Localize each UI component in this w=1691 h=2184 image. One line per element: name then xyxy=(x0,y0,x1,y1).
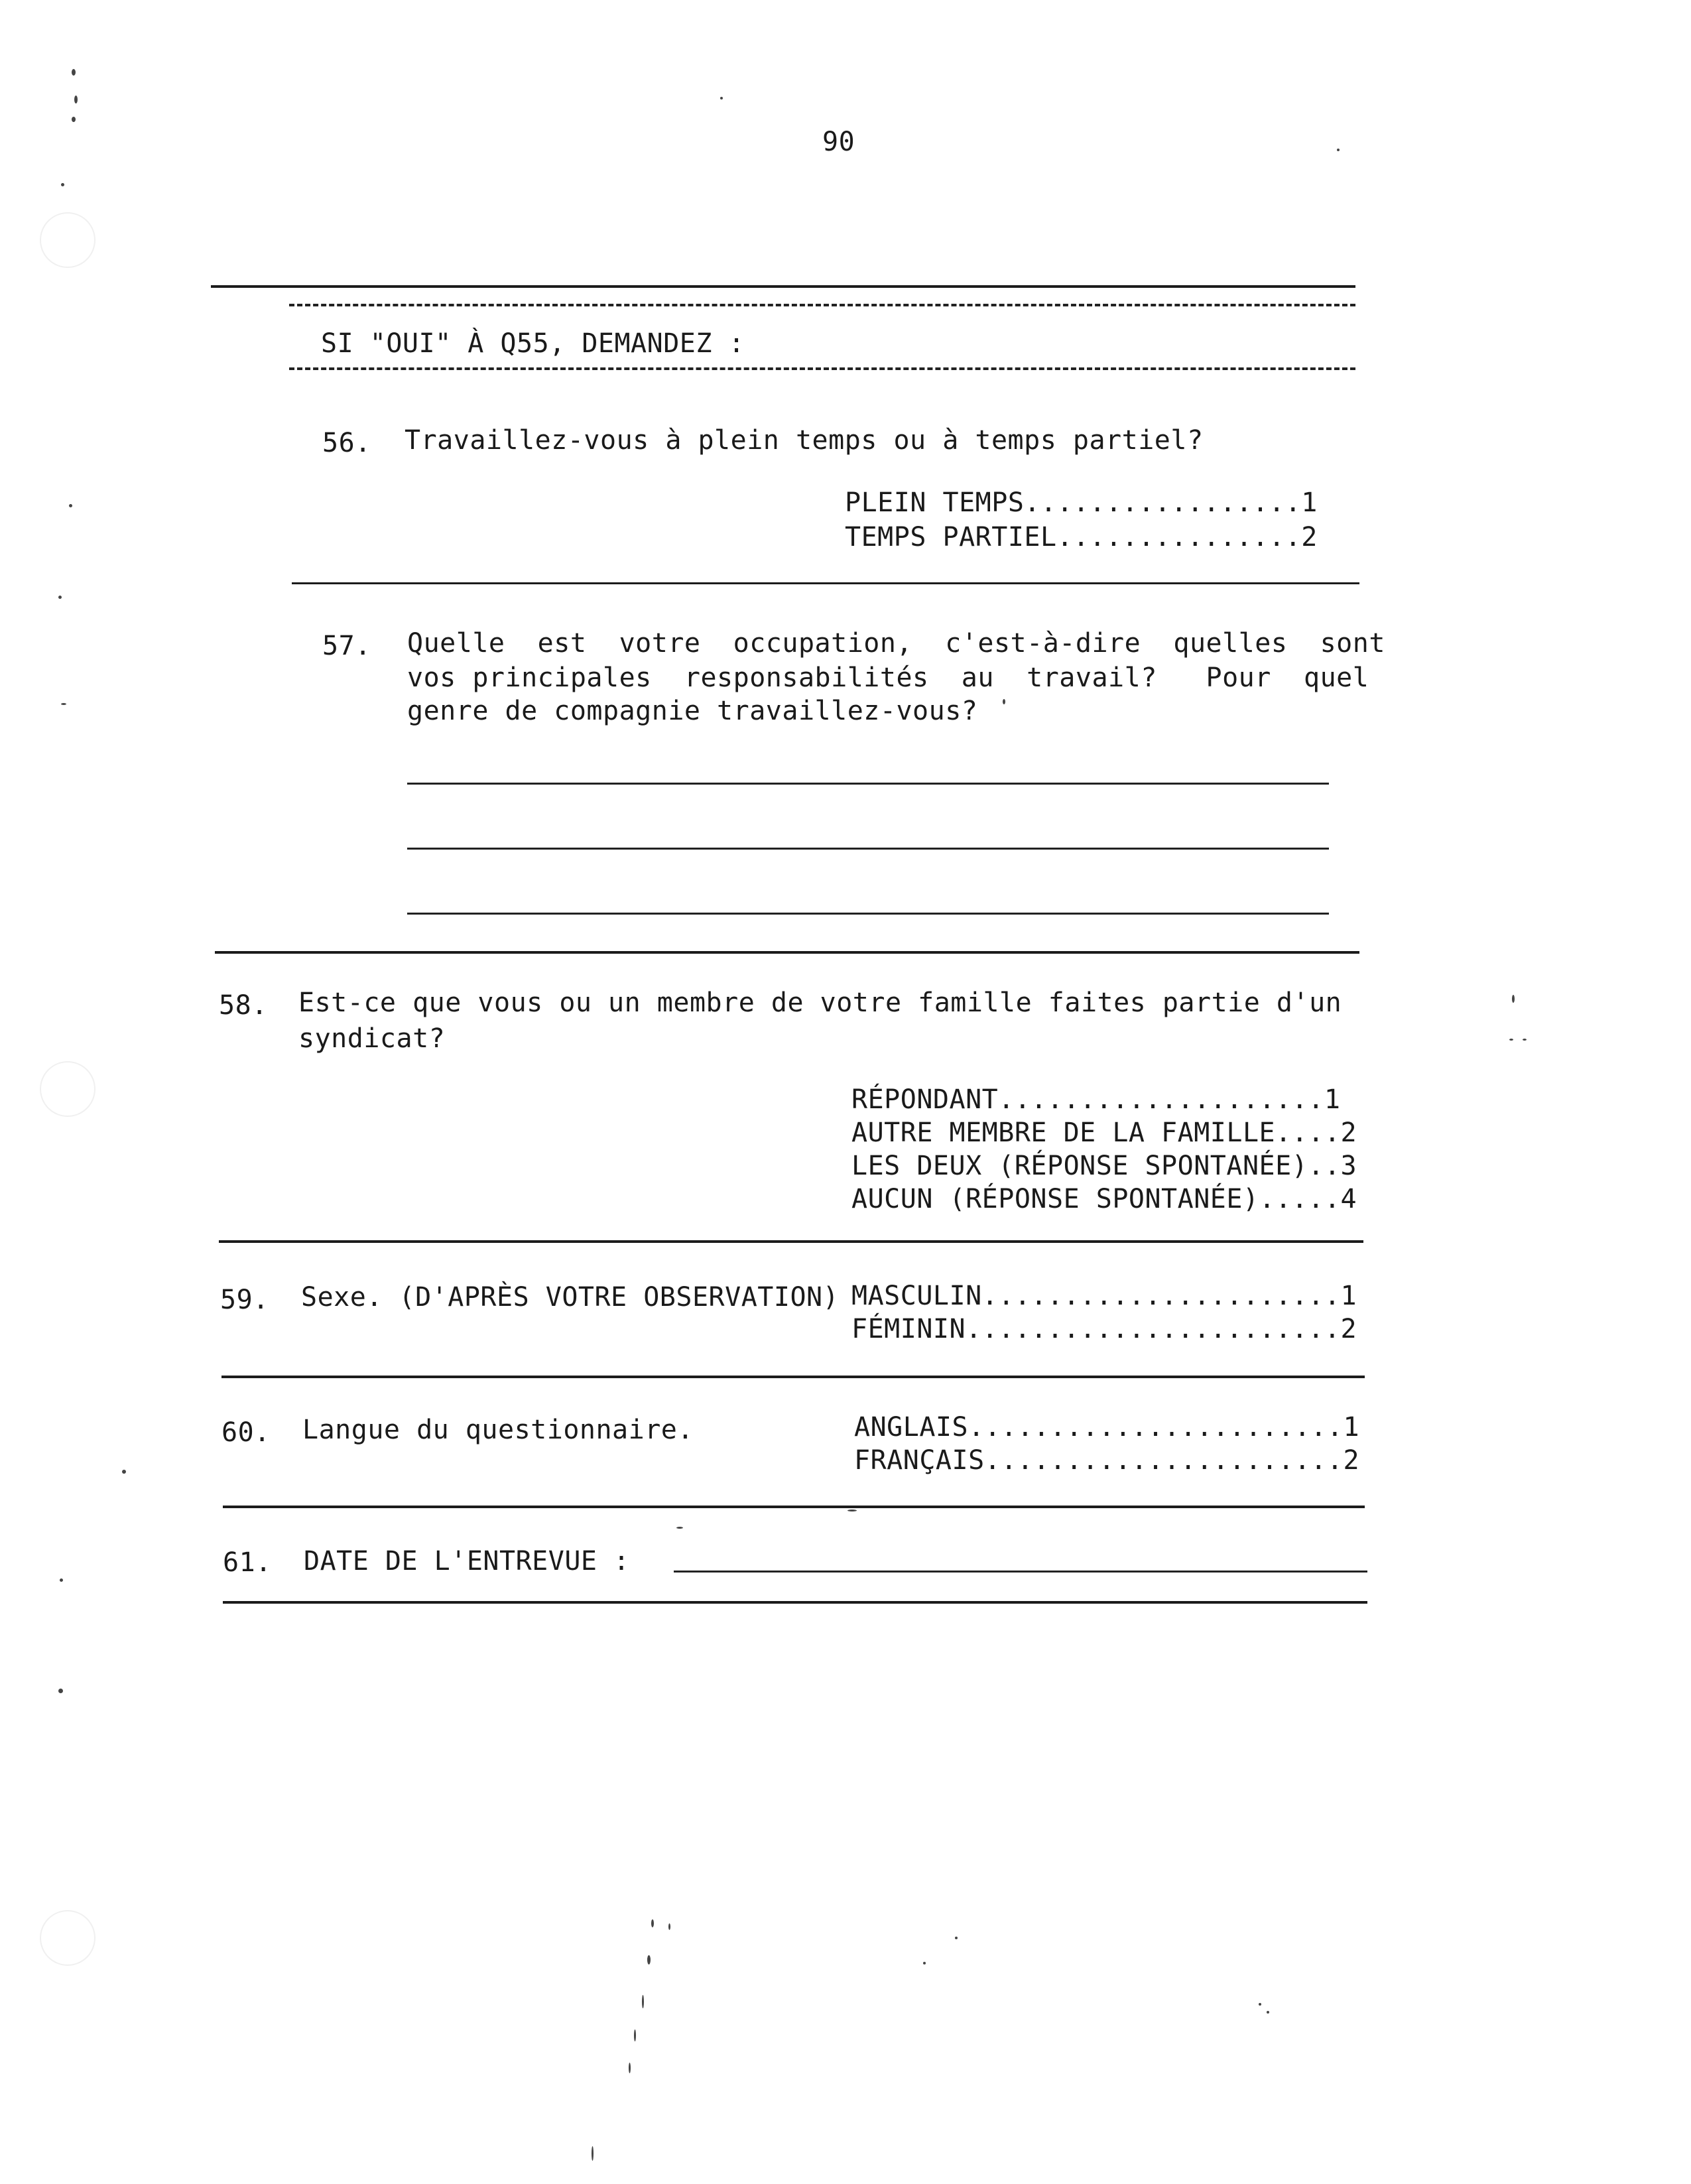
punch-hole xyxy=(40,1061,95,1117)
scan-speck xyxy=(1003,699,1005,704)
q59-option-1: MASCULIN......................1 xyxy=(851,1281,1357,1311)
scan-speck xyxy=(647,1955,651,1964)
question-59-number: 59. xyxy=(220,1285,269,1315)
section-rule xyxy=(223,1506,1365,1508)
dashed-rule xyxy=(289,367,1355,370)
scan-speck xyxy=(72,69,76,76)
scan-speck xyxy=(1259,2003,1261,2006)
question-57-number: 57. xyxy=(322,631,371,661)
scan-speck xyxy=(74,96,78,103)
scan-speck xyxy=(122,1470,126,1474)
scan-speck xyxy=(592,2146,594,2161)
q59-option-2: FÉMININ.......................2 xyxy=(851,1314,1357,1344)
scan-speck xyxy=(642,1995,644,2008)
scan-speck xyxy=(58,596,62,599)
scan-speck xyxy=(720,97,723,99)
question-56-number: 56. xyxy=(322,428,371,458)
q58-option-4: AUCUN (RÉPONSE SPONTANÉE).....4 xyxy=(851,1184,1357,1214)
scan-speck xyxy=(955,1937,958,1939)
question-58-number: 58. xyxy=(219,990,268,1021)
q56-option-1: PLEIN TEMPS.................1 xyxy=(845,487,1318,518)
scan-speck xyxy=(1267,2011,1269,2014)
section-top-rule xyxy=(211,285,1355,288)
question-60-number: 60. xyxy=(221,1417,271,1448)
punch-hole xyxy=(40,212,95,268)
question-57-line-1: Quelle est votre occupation, c'est-à-dire quelles sont xyxy=(407,628,1385,659)
scan-speck xyxy=(634,2029,636,2041)
q58-option-1: RÉPONDANT....................1 xyxy=(851,1084,1341,1115)
scan-speck xyxy=(1337,149,1340,151)
scan-speck xyxy=(676,1527,683,1529)
section-rule xyxy=(215,951,1359,954)
question-61-text: DATE DE L'ENTREVUE : xyxy=(304,1546,630,1576)
question-60-text: Langue du questionnaire. xyxy=(302,1415,694,1445)
dashed-rule xyxy=(289,304,1355,306)
question-58-line-2: syndicat? xyxy=(298,1023,446,1054)
scan-speck xyxy=(61,183,64,186)
section-rule xyxy=(221,1376,1365,1378)
page-number: 90 xyxy=(822,127,855,157)
scan-speck xyxy=(923,1962,926,1964)
section-bottom-rule xyxy=(223,1601,1367,1604)
answer-line[interactable] xyxy=(407,848,1329,850)
scan-speck xyxy=(651,1919,654,1927)
scan-speck xyxy=(58,1689,63,1693)
section-rule xyxy=(219,1240,1363,1243)
scan-speck xyxy=(668,1923,670,1930)
scan-speck xyxy=(61,703,66,705)
q58-option-2: AUTRE MEMBRE DE LA FAMILLE....2 xyxy=(851,1118,1357,1148)
scan-speck xyxy=(629,2063,631,2073)
instruction-text: SI "OUI" À Q55, DEMANDEZ : xyxy=(321,328,745,359)
q60-option-1: ANGLAIS.......................1 xyxy=(854,1412,1360,1443)
answer-line[interactable] xyxy=(407,783,1329,785)
q60-option-2: FRANÇAIS......................2 xyxy=(854,1445,1360,1476)
question-58-line-1: Est-ce que vous ou un membre de votre famille faites partie d'un xyxy=(298,988,1342,1018)
scan-speck xyxy=(847,1510,857,1511)
punch-hole xyxy=(40,1910,95,1966)
scan-speck xyxy=(69,504,72,507)
section-rule xyxy=(292,582,1359,584)
question-59-text: Sexe. (D'APRÈS VOTRE OBSERVATION) xyxy=(301,1282,840,1313)
q56-option-2: TEMPS PARTIEL...............2 xyxy=(845,522,1318,552)
scan-speck xyxy=(1512,995,1515,1003)
question-56-text: Travaillez-vous à plein temps ou à temps partiel? xyxy=(405,425,1204,456)
scan-speck xyxy=(1509,1039,1513,1041)
question-57-line-2: vos principales responsabilités au travail? Pour quel xyxy=(407,663,1369,693)
question-61-number: 61. xyxy=(223,1547,272,1578)
answer-line[interactable] xyxy=(407,913,1329,915)
scan-speck xyxy=(1523,1039,1527,1041)
scan-speck xyxy=(60,1578,63,1582)
date-answer-line[interactable] xyxy=(674,1571,1367,1573)
q58-option-3: LES DEUX (RÉPONSE SPONTANÉE)..3 xyxy=(851,1151,1357,1181)
question-57-line-3: genre de compagnie travaillez-vous? xyxy=(407,696,978,726)
scan-speck xyxy=(72,117,76,122)
